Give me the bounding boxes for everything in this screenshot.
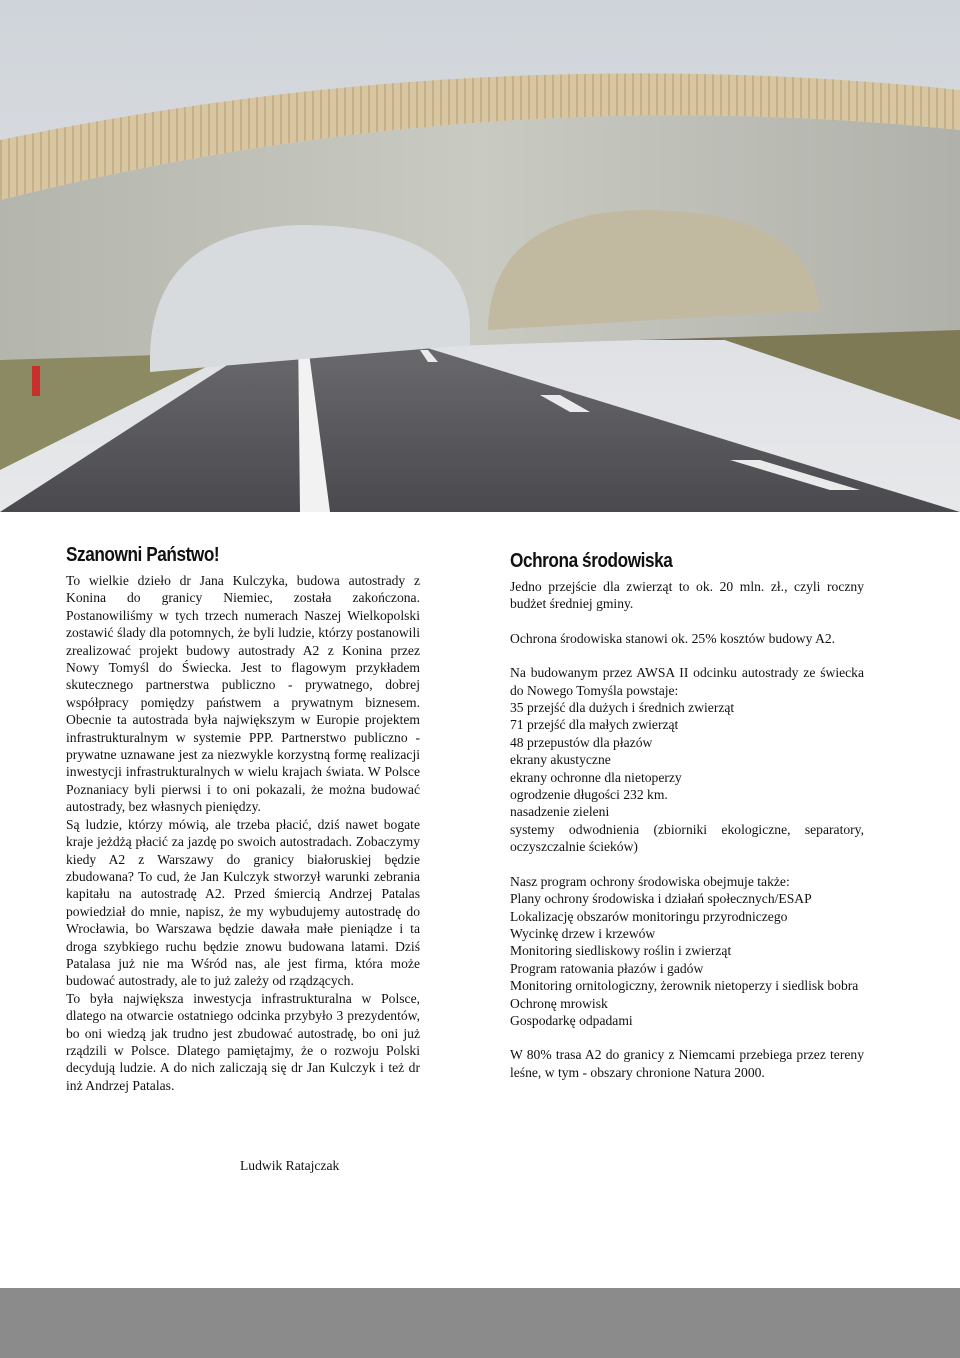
env-paragraph-4: Nasz program ochrony środowiska obejmuje także: — [510, 873, 790, 889]
intro-paragraph-2: Są ludzie, którzy mówią, ale trzeba płacić, dziś nawet bogate kraje jeżdżą płacić za jazdę po swoich autostradach. Zobaczymy kiedy A2 z Warszawy do granicy białoruskiej będzie zbudowana? To cud, że Jan Kulczyk stworzył warunki zebrania kapitału na autostradę A2. Przed śmiercią Andrzej Patalas powiedział do mnie, napisz, że my wybudujemy autostradę do Wrocławia, bo Warszawa będzie dawała małe pieniądze i ta droga szybkiego ruchu będzie znowu budowana latami. Dziś Patalasa już nie ma Wśród nas, ale jest firma, która może budować autostrady, ale to już zależy od rządzących. — [66, 816, 420, 989]
greeting-title: Szanowni Państwo! — [66, 544, 220, 566]
list2-item: Monitoring ornitologiczny, żerownik nietoperzy i siedlisk bobra — [510, 978, 859, 994]
environment-title: Ochrona środowiska — [510, 550, 673, 572]
list1-item: ogrodzenie długości 232 km. — [510, 787, 668, 803]
list2-item: Lokalizację obszarów monitoringu przyrodniczego — [510, 908, 788, 924]
list1-item: ekrany akustyczne — [510, 752, 611, 768]
list2-item: Gospodarkę odpadami — [510, 1012, 633, 1028]
list1-item: 48 przepustów dla płazów — [510, 734, 653, 750]
env-paragraph-1: Jedno przejście dla zwierząt to ok. 20 mln. zł., czyli roczny budżet średniej gminy. — [510, 579, 864, 612]
intro-paragraph-1: To wielkie dzieło dr Jana Kulczyka, budowa autostrady z Konina do granicy Niemiec, została zakończona. Postanowiliśmy w tych trzech numerach Naszej Wielkopolski zostawić ślady dla potomnych, że byli ludzie, którzy postanowili zrealizować projekt budowy autostrady A2 z Konina przez Nowy Tomyśl do Świecka. Jest to flagowym przykładem skutecznego partnerstwa publiczno - prywatnego, dobrej współpracy pomiędzy państwem a prywatnym biznesem. Obecnie ta autostrada była największym w Europie projektem infrastrukturalnym w systemie PPP. Partnerstwo publiczno - prywatne uznawane jest za niezwykle korzystną formę realizacji inwestycji infrastrukturalnych w wielu krajach świata. W Polsce Poznaniacy byli pierwsi i to oni pokazali, że można budować autostrady, bez własnych pieniędzy. — [66, 573, 420, 815]
environment-column — [510, 550, 864, 1081]
intro-paragraph-3: To była największa inwestycja infrastrukturalna w Polsce, dlatego na otwarcie ostatniego odcinka przybyło 3 prezydentów, bo oni wiedzą jak trudno jest zbudować autostradę, bo oni już rządzili w Polsce. Dlatego pamiętajmy, że o rozwoju Polski decydują ludzie. A do nich zaliczają się dr Jan Kulczyk i też dr inż Andrzej Patalas. — [66, 990, 420, 1093]
list2-item: Wycinkę drzew i krzewów — [510, 925, 656, 941]
author-signature: Ludwik Ratajczak — [240, 1158, 340, 1173]
list1-item: 71 przejść dla małych zwierząt — [510, 717, 679, 733]
intro-column — [66, 544, 420, 1094]
list2-item: Monitoring siedliskowy roślin i zwierząt — [510, 943, 732, 959]
env-paragraph-3: Na budowanym przez AWSA II odcinku autostrady ze świecka do Nowego Tomyśla powstaje: — [510, 665, 864, 698]
header-photo — [0, 0, 960, 512]
list1-item: systemy odwodnienia (zbiorniki ekologiczne, separatory, oczyszczalnie ścieków) — [510, 821, 864, 855]
env-paragraph-2: Ochrona środowiska stanowi ok. 25% kosztów budowy A2. — [510, 630, 836, 646]
env-paragraph-5: W 80% trasa A2 do granicy z Niemcami przebiega przez tereny leśne, w tym - obszary chronione Natura 2000. — [510, 1047, 864, 1080]
list1-item: 35 przejść dla dużych i średnich zwierząt — [510, 700, 735, 716]
list1-item: nasadzenie zieleni — [510, 804, 610, 820]
footer-bar — [0, 1288, 960, 1358]
list1-item: ekrany ochronne dla nietoperzy — [510, 769, 682, 785]
list2-item: Ochronę mrowisk — [510, 995, 608, 1011]
list2-item: Plany ochrony środowiska i działań społecznych/ESAP — [510, 891, 812, 907]
wildlife-bridge-photo — [0, 0, 960, 512]
list2-item: Program ratowania płazów i gadów — [510, 960, 704, 976]
